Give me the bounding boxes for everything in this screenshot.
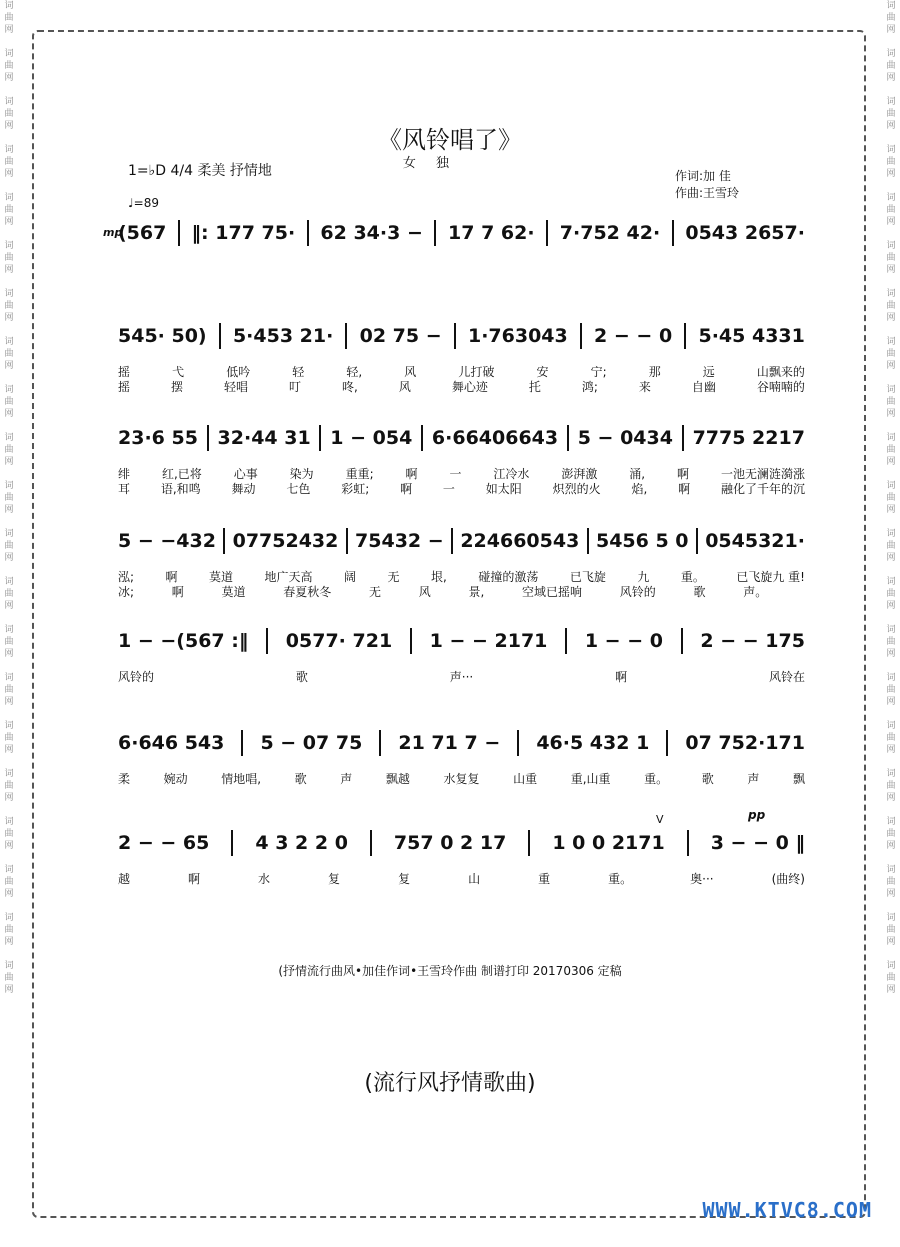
bar-line: [178, 220, 180, 246]
side-watermark-left: 词 曲 网 词 曲 网 词 曲 网 词 曲 网 词 曲 网 词 曲 网 词 曲 网 词 曲 网 词 曲 网 词 曲 网 词 曲 网 词 曲 网 词 曲 网 词 曲 网 词 曲 网 词 曲 网 词 曲 网 词 曲 网 词 曲 网 词 曲 网 词 曲 网: [4, 1, 14, 995]
lyric-word: 啊: [615, 670, 628, 684]
lyric-word: 阔: [344, 570, 357, 584]
lyric-word: 鸿;: [581, 380, 598, 394]
lyric-line: [118, 770, 805, 787]
lyric-line: [118, 378, 805, 395]
lyric-word: 景,: [468, 585, 485, 599]
lyric-word: 碰撞的激荡: [478, 570, 539, 584]
lyric-word: 水复复: [443, 772, 480, 786]
lyric-word: 山重: [513, 772, 538, 786]
lyric-word: 莫道: [209, 570, 234, 584]
lyric-word: 染为: [289, 467, 314, 481]
lyric-word: 风: [418, 585, 431, 599]
measure: 224660543: [460, 530, 580, 552]
bar-line: [546, 220, 548, 246]
bar-line: [370, 830, 372, 856]
lyric-word: 宁;: [590, 365, 607, 379]
measure: 1 − −(567 :‖: [118, 630, 249, 652]
bar-line: [319, 425, 321, 451]
lyric-word: 啊: [677, 467, 690, 481]
lyric-word: 飘: [792, 772, 805, 786]
lyric-word: 一池无澜涟漪涨: [720, 467, 805, 481]
lyric-word: 焰,: [631, 482, 648, 496]
dynamic-mp: mp: [103, 226, 123, 239]
bar-line: [682, 425, 684, 451]
bar-line: [379, 730, 381, 756]
lyric-word: 声···: [449, 670, 474, 684]
measure: 1 − − 0: [584, 630, 663, 652]
bar-line: [231, 830, 233, 856]
lyric-word: 啊: [188, 872, 201, 886]
lyric-word: 重。: [644, 772, 669, 786]
measure: 23·6 55: [118, 427, 198, 449]
lyric-word: 复: [328, 872, 341, 886]
credits: [675, 168, 739, 202]
measure: 0543 2657·: [685, 222, 805, 244]
lyric-word: 耳: [118, 482, 131, 496]
lyric-word: 轻唱: [224, 380, 249, 394]
bar-line: [517, 730, 519, 756]
lyric-word: 澎湃激: [561, 467, 598, 481]
bar-line: [421, 425, 423, 451]
lyric-word: 弋: [172, 365, 185, 379]
lyric-word: 婉动: [163, 772, 188, 786]
measure: 07 752·171: [685, 732, 805, 754]
side-watermark-right: 词 曲 网 词 曲 网 词 曲 网 词 曲 网 词 曲 网 词 曲 网 词 曲 网 词 曲 网 词 曲 网 词 曲 网 词 曲 网 词 曲 网 词 曲 网 词 曲 网 词 曲 网 词 曲 网 词 曲 网 词 曲 网 词 曲 网 词 曲 网 词 曲 网: [886, 1, 896, 995]
measure: 0577· 721: [285, 630, 393, 652]
notation-row: [118, 628, 805, 654]
lyricist: 作词:加 佳: [675, 169, 731, 183]
lyric-word: 重重;: [345, 467, 374, 481]
measure: 3 − − 0 ‖: [710, 832, 805, 854]
lyric-word: 已飞旋: [569, 570, 606, 584]
bar-line: [696, 528, 698, 554]
lyric-word: 啊: [405, 467, 418, 481]
lyric-word: 啊: [165, 570, 178, 584]
breath-mark: V: [656, 813, 664, 826]
song-title: 《风铃唱了》: [378, 126, 522, 154]
notation-row: [118, 425, 805, 451]
measure: 545· 50): [118, 325, 207, 347]
lyric-word: 托: [528, 380, 541, 394]
lyric-line: [118, 583, 805, 600]
lyric-word: 冰;: [118, 585, 135, 599]
measure: 32·44 31: [217, 427, 311, 449]
bar-line: [307, 220, 309, 246]
measure: 2 − − 0: [594, 325, 673, 347]
measure: ‖: 177 75·: [191, 222, 296, 244]
measure: 21 71 7 −: [398, 732, 501, 754]
lyric-word: 风铃在: [768, 670, 805, 684]
measure: (567: [118, 222, 167, 244]
bar-line: [666, 730, 668, 756]
lyric-word: 声: [340, 772, 353, 786]
bar-line: [454, 323, 456, 349]
lyric-word: 歌: [295, 670, 308, 684]
lyric-word: 奥···: [690, 872, 714, 886]
lyric-word: 来: [638, 380, 651, 394]
lyric-word: 水: [258, 872, 271, 886]
measure: 02 75 −: [359, 325, 442, 347]
lyric-word: 七色: [286, 482, 311, 496]
lyric-word: 舞动: [231, 482, 256, 496]
lyric-word: 泓;: [118, 570, 135, 584]
lyric-word: 彩虹;: [341, 482, 370, 496]
measure: 1 − − 2171: [429, 630, 548, 652]
bar-line: [580, 323, 582, 349]
site-watermark: WWW.KTVC8.COM: [702, 1198, 872, 1222]
measure: 7775 2217: [692, 427, 805, 449]
bar-line: [687, 830, 689, 856]
bar-line: [434, 220, 436, 246]
lyric-word: 一: [449, 467, 462, 481]
measure: 7·752 42·: [559, 222, 661, 244]
lyric-word: 摆: [171, 380, 184, 394]
measure: 17 7 62·: [448, 222, 535, 244]
measure: 1 0 0 2171: [552, 832, 665, 854]
lyric-line: [118, 870, 805, 887]
bar-line: [410, 628, 412, 654]
measure: 75432 −: [355, 530, 444, 552]
measure: 2 − − 65: [118, 832, 210, 854]
lyric-word: 融化了千年的沉: [720, 482, 805, 496]
measure: 5456 5 0: [595, 530, 689, 552]
measure: 5 − 07 75: [260, 732, 363, 754]
lyric-word: 重。: [680, 570, 705, 584]
lyric-word: 地广天高: [264, 570, 313, 584]
bar-line: [346, 528, 348, 554]
lyric-word: 无: [387, 570, 400, 584]
lyric-word: 风铃的: [619, 585, 656, 599]
lyric-word: 垠,: [431, 570, 447, 584]
lyric-word: 风: [398, 380, 411, 394]
bar-line: [684, 323, 686, 349]
lyric-word: 语,和鸣: [160, 482, 201, 496]
notation-row: [118, 323, 805, 349]
lyric-word: 啊: [171, 585, 184, 599]
measure: 46·5 432 1: [536, 732, 650, 754]
measure: 07752432: [232, 530, 339, 552]
lyric-word: 远: [702, 365, 715, 379]
lyric-word: (曲终): [771, 872, 805, 886]
measure: 4 3 2 2 0: [255, 832, 348, 854]
lyric-word: 声: [747, 772, 760, 786]
lyric-word: 山飘来的: [756, 365, 805, 379]
bar-line: [219, 323, 221, 349]
bar-line: [528, 830, 530, 856]
lyric-word: 江冷水: [493, 467, 530, 481]
genre-note: (流行风抒情歌曲): [364, 1071, 536, 1096]
measure: 5·45 4331: [698, 325, 805, 347]
footer-note: (抒情流行曲风•加佳作词•王雪玲作曲 制谱打印 20170306 定稿: [278, 964, 622, 978]
lyric-word: 红,已将: [161, 467, 202, 481]
bar-line: [681, 628, 683, 654]
lyric-word: 涌,: [629, 467, 646, 481]
lyric-word: 柔: [118, 772, 131, 786]
measure: 5·453 21·: [232, 325, 334, 347]
notation-row: [118, 730, 805, 756]
lyric-word: 歌: [294, 772, 307, 786]
lyric-word: 谷喃喃的: [756, 380, 805, 394]
bar-line: [345, 323, 347, 349]
bar-line: [567, 425, 569, 451]
lyric-word: 一: [442, 482, 455, 496]
lyric-word: 轻,: [346, 365, 363, 379]
measure: 62 34·3 −: [320, 222, 423, 244]
bar-line: [207, 425, 209, 451]
lyric-word: 山: [468, 872, 481, 886]
measure: 757 0 2 17: [393, 832, 507, 854]
lyric-word: 啊: [678, 482, 691, 496]
lyric-word: 已飞旋九 重!: [736, 570, 805, 584]
lyric-word: 摇: [118, 380, 131, 394]
lyric-word: 安: [536, 365, 549, 379]
measure: 5 − −432: [118, 530, 216, 552]
lyric-word: 自幽: [691, 380, 716, 394]
lyric-word: 心事: [233, 467, 258, 481]
measure: 0545321·: [705, 530, 805, 552]
lyric-line: [118, 480, 805, 497]
measure: 1·763043: [467, 325, 568, 347]
lyric-word: 儿打破: [458, 365, 495, 379]
lyric-word: 越: [118, 872, 131, 886]
bar-line: [241, 730, 243, 756]
composer: 作曲:王雪玲: [675, 186, 740, 200]
lyric-word: 歌: [701, 772, 714, 786]
key-signature: 1=♭D 4/4 柔美 抒情地: [128, 163, 272, 179]
bar-line: [451, 528, 453, 554]
measure: 5 − 0434: [577, 427, 673, 449]
lyric-word: 风铃的: [118, 670, 155, 684]
bar-line: [587, 528, 589, 554]
bar-line: [672, 220, 674, 246]
lyric-word: 咚,: [342, 380, 358, 394]
bar-line: [266, 628, 268, 654]
notation-row: [118, 528, 805, 554]
lyric-line: [118, 668, 805, 685]
lyric-word: 绯: [118, 467, 131, 481]
lyric-word: 空域已摇响: [521, 585, 582, 599]
lyric-word: 歌: [693, 585, 706, 599]
lyric-word: 九: [637, 570, 650, 584]
lyric-word: 情地唱,: [221, 772, 262, 786]
measure: 6·646 543: [118, 732, 225, 754]
lyric-word: 那: [648, 365, 661, 379]
lyric-word: 声。: [743, 585, 768, 599]
lyric-word: 啊: [400, 482, 413, 496]
lyric-word: 春夏秋冬: [283, 585, 332, 599]
lyric-word: 摇: [118, 365, 131, 379]
lyric-word: 叮: [289, 380, 302, 394]
lyric-word: 炽烈的火: [552, 482, 601, 496]
lyric-word: 低吟: [226, 365, 251, 379]
song-subtitle: 女 独: [402, 156, 458, 171]
bar-line: [565, 628, 567, 654]
measure: 2 − − 175: [700, 630, 805, 652]
lyric-word: 飘越: [385, 772, 410, 786]
measure: 1 − 054: [330, 427, 413, 449]
tempo-marking: ♩=89: [128, 196, 159, 210]
notation-row: [118, 220, 805, 246]
lyric-word: 轻: [292, 365, 305, 379]
lyric-word: 重: [538, 872, 551, 886]
dynamic-pp: pp: [748, 808, 766, 822]
lyric-word: 无: [368, 585, 381, 599]
lyric-word: 重,山重: [570, 772, 611, 786]
notation-row: [118, 830, 805, 856]
bar-line: [223, 528, 225, 554]
lyric-word: 莫道: [221, 585, 246, 599]
lyric-word: 如太阳: [485, 482, 522, 496]
measure: 6·66406643: [431, 427, 559, 449]
lyric-word: 复: [398, 872, 411, 886]
lyric-word: 舞心迹: [451, 380, 488, 394]
lyric-word: 风: [404, 365, 417, 379]
lyric-word: 重。: [608, 872, 633, 886]
